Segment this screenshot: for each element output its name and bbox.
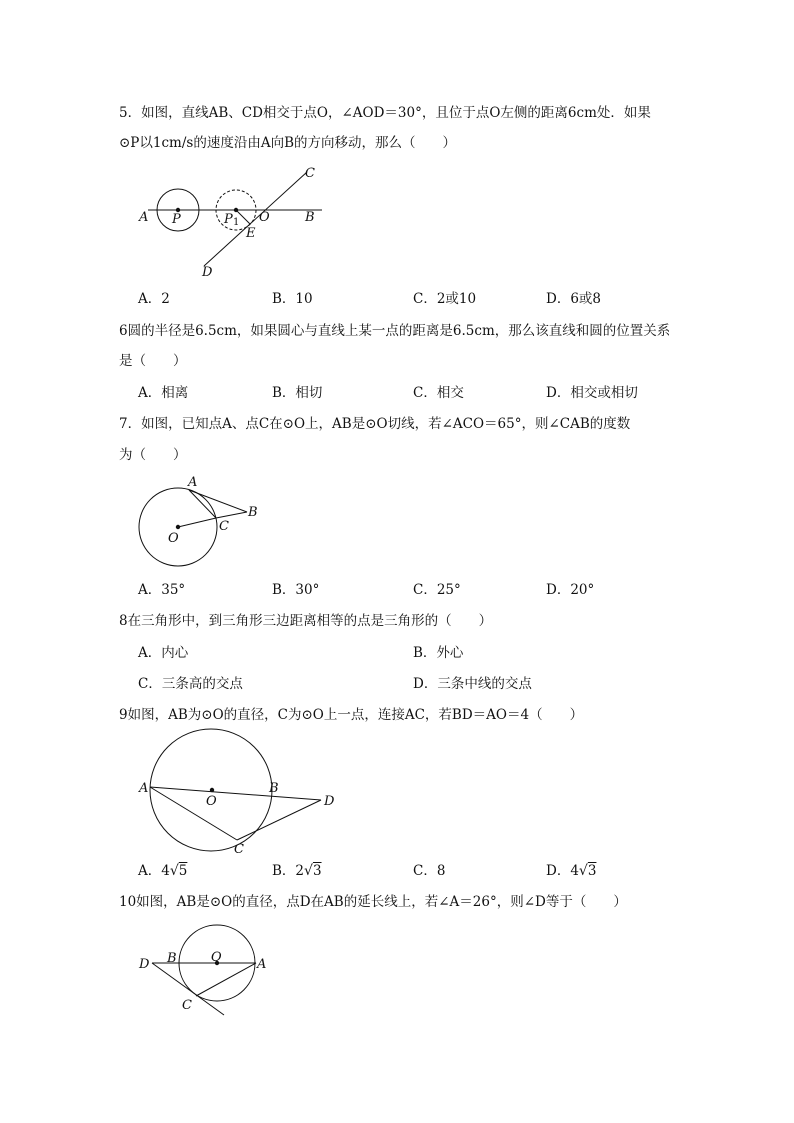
q7-option-d[interactable]: D．20° [546,582,595,598]
q9-label-o: O [206,794,217,809]
q5-stem-line1: 5．如图，直线AB、CD相交于点O，∠AOD＝30°，且位于点O左侧的距离6cm处．如果 [119,105,651,121]
q9-option-a-letter: A． [138,863,162,879]
q9-label-d: D [324,794,335,809]
q5-label-p1: P [224,212,233,227]
q5-option-a[interactable]: A．2 [138,291,170,307]
q7-option-a[interactable]: A．35° [138,582,186,598]
q9-option-a[interactable] [138,861,187,881]
q7-label-a: A [188,475,198,490]
q5-label-p: P [172,212,181,227]
q6-option-b[interactable]: B．相切 [272,385,323,401]
q5-label-a: A [139,210,149,225]
q8-option-c[interactable]: C．三条高的交点 [138,676,243,692]
q9-option-c-coef: 8 [436,863,446,879]
q7-label-c: C [219,519,229,534]
q9-option-b-letter: B． [272,863,296,879]
q7-label-b: B [248,505,258,520]
q9-stem: 9如图，AB为⊙O的直径，C为⊙O上一点，连接AC，若BD＝AO＝4（ ） [119,707,584,723]
q7-figure [130,470,270,575]
q6-stem-line1: 6圆的半径是6.5cm，如果圆心与直线上某一点的距离是6.5cm，那么该直线和圆的位置关系 [119,323,671,339]
q6-option-d[interactable]: D．相交或相切 [546,385,638,401]
q5-option-b[interactable]: B．10 [272,291,313,307]
q5-label-b: B [305,210,315,225]
q9-option-c[interactable] [413,861,445,881]
q5-figure [130,160,330,285]
q6-option-a[interactable]: A．相离 [138,385,189,401]
q7-option-c[interactable]: C．25° [413,582,461,598]
q10-label-c: C [182,998,192,1013]
q5-label-p1-sub: 1 [233,217,240,228]
q9-option-d-radicand: 3 [587,863,597,879]
q9-option-c-letter: C． [413,863,437,879]
radical-sign-icon: √ [169,863,179,879]
q10-label-b: B [167,951,177,966]
q9-option-b[interactable] [272,861,322,881]
q8-option-b[interactable]: B．外心 [413,645,464,661]
q5-label-c: C [305,166,315,181]
q9-label-c: C [234,842,244,857]
q5-option-d[interactable]: D．6或8 [546,291,602,307]
q10-label-d: D [139,957,150,972]
q9-figure [130,725,345,860]
q7-stem-line2: 为（ ） [119,447,187,463]
q6-option-c[interactable]: C．相交 [413,385,464,401]
q5-label-o: O [259,210,270,225]
q9-option-a-coef: 4 [161,863,170,879]
q7-stem-line1: 7．如图，已知点A、点C在⊙O上，AB是⊙O切线，若∠ACO＝65°，则∠CAB的度数 [119,416,631,432]
q5-stem-line2: ⊙P以1cm/s的速度沿由A向B的方向移动，那么（ ） [119,135,456,151]
q8-option-a[interactable]: A．内心 [138,645,189,661]
q6-stem-line2: 是（ ） [119,353,187,369]
q5-label-e: E [246,226,256,241]
q10-stem: 10如图，AB是⊙O的直径，点D在AB的延长线上，若∠A＝26°，则∠D等于（ ） [119,894,627,910]
q10-label-a: A [257,957,267,972]
radical-sign-icon: √ [578,863,588,879]
q10-label-o: O [211,950,222,965]
q8-stem: 8在三角形中，到三角形三边距离相等的点是三角形的（ ） [119,613,493,629]
q10-figure [130,915,280,1020]
q9-option-a-radicand: 5 [178,863,188,879]
q9-option-d[interactable] [546,861,596,881]
radical-sign-icon: √ [304,863,313,879]
q9-option-b-radicand: 3 [312,863,322,879]
q7-label-o: O [168,531,179,546]
q9-option-d-coef: 4 [570,863,579,879]
q9-label-a: A [139,781,149,796]
q9-option-d-letter: D． [546,863,571,879]
q9-option-b-coef: 2 [295,863,305,879]
q5-option-c[interactable]: C．2或10 [413,291,477,307]
q8-option-d[interactable]: D．三条中线的交点 [413,676,532,692]
q9-label-b: B [269,781,279,796]
q5-label-d: D [202,265,213,280]
q7-option-b[interactable]: B．30° [272,582,320,598]
